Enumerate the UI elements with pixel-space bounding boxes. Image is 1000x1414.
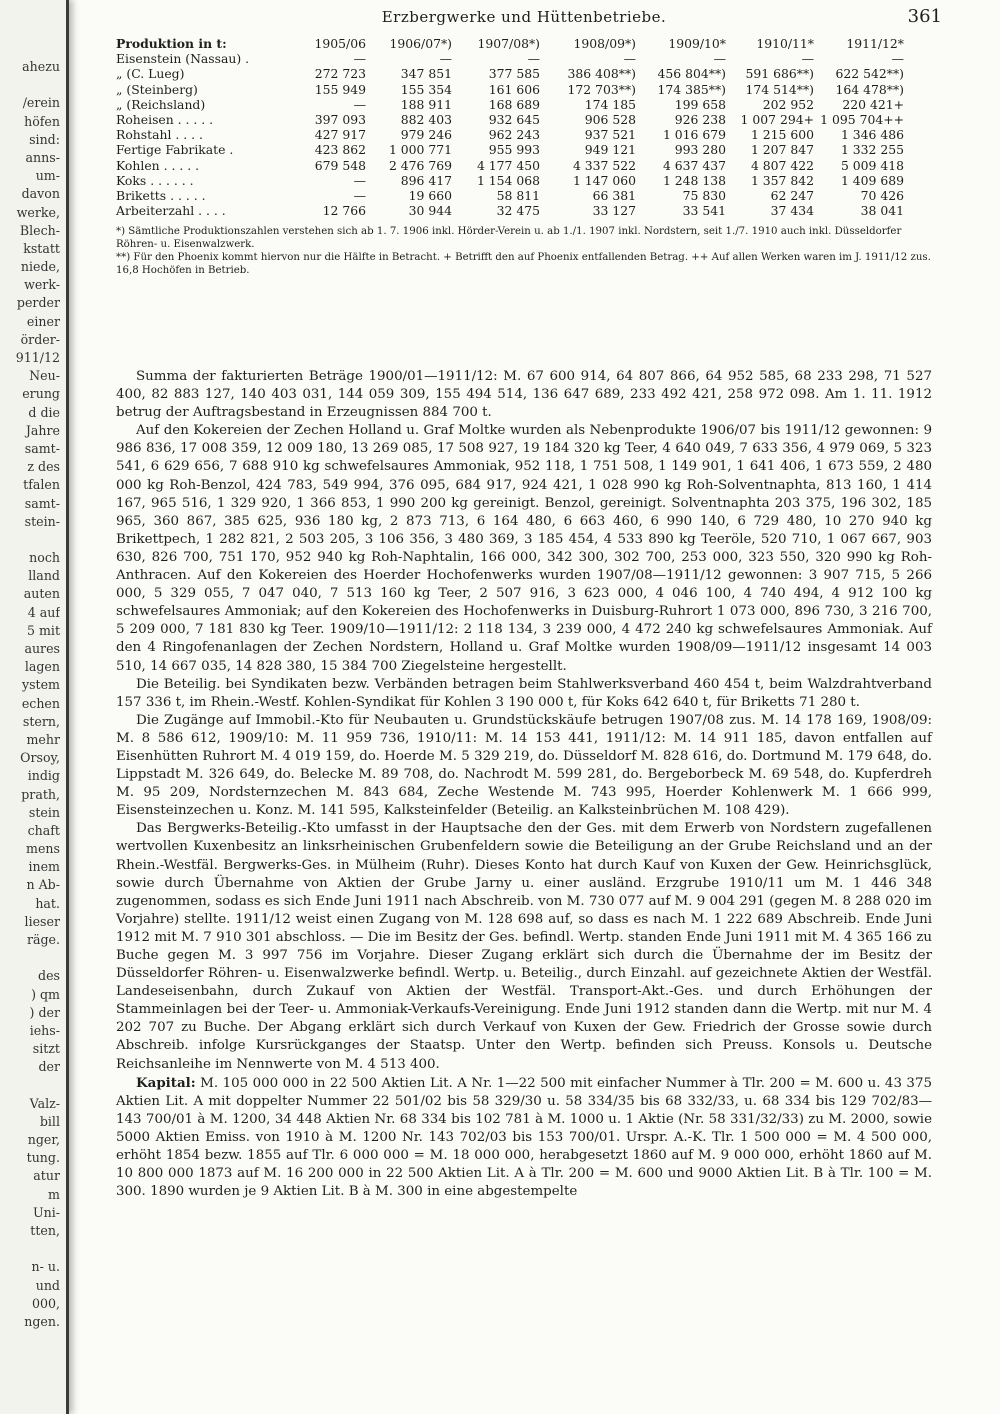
body-text bbox=[116, 368, 932, 1201]
table-cell: 5 009 418 bbox=[840, 157, 904, 173]
table-cell: 906 528 bbox=[584, 112, 636, 128]
paragraph-zugaenge: Die Zugänge auf Immobil.-Kto für Neubauten u. Grundstückskäufe betrugen 1907/08 zus. M. 14 178 169, 1908/09: M. 8 586 612, 1909/10: M. 11 959 736, 1910/11: M. 14 153 441, 1911/12: M. 14 911 185, davon entfallen auf Eisenhütten Ruhrort M. 4 019 159, do. Hoerde M. 5 329 219, do. Düsseldorf M. 828 616, do. Dortmund M. 179 648, do. Lippstadt M. 326 649, do. Belecke M. 89 708, do. Nachrodt M. 599 281, do. Bergeborbeck M. 69 548, do. Kupferdreh M. 95 209, Nordsternzechen M. 843 684, Zeche Westende M. 743 995, Hoerder Kohlenwerk M. 1 666 999, Eisensteinzechen u. Konz. M. 141 595, Kalksteinfelder (Beteilig. an Kalksteinbrüchen M. 108 429). bbox=[116, 712, 932, 819]
table-cell: 172 703**) bbox=[567, 81, 636, 97]
table-cell: 188 911 bbox=[400, 96, 452, 112]
gutter-line: d die bbox=[28, 404, 60, 420]
table-cell: 937 521 bbox=[584, 127, 636, 143]
table-cell: 155 354 bbox=[400, 81, 452, 97]
gutter-line: stern, bbox=[22, 713, 60, 729]
table-cell: 1 095 704++ bbox=[820, 112, 904, 128]
gutter-line: stein bbox=[28, 804, 60, 820]
table-cell: 622 542**) bbox=[835, 66, 904, 82]
paragraph-bergwerks-beteilig: Das Bergwerks-Beteilig.-Kto umfasst in der Hauptsache den der Ges. mit dem Erwerb von Nordstern zugefallenen wertvollen Kuxenbesitz an linksrheinischen Grubenfeldern sowie die Beteiligung an der Grube Reichsland und an der Rhein.-Westfäl. Bergwerks-Ges. in Mülheim (Ruhr). Dieses Konto hat durch Kauf von Kuxen der Gew. Heinrichsglück, sowie durch Übernahme von Aktien der Grube Jarny u. einer ausländ. Erzgrube 1910/11 um M. 1 446 348 zugenommen, sodass es sich Ende Juni 1911 nach Abschreib. von M. 730 077 auf M. 9 004 291 (gegen M. 8 288 020 im Vorjahre) stellte. 1911/12 weist einen Zugang von M. 128 698 auf, so dass es nach M. 1 222 689 Abschreib. Ende Juni 1912 mit M. 7 910 301 abschloss. — Die im Besitz der Ges. befindl. Wertp. standen Ende Juni 1911 mit M. 4 365 166 zu Buche gegen M. 3 997 756 im Vorjahre. Dieser Zugang erklärt sich durch die Übernahme der im Besitz der Düsseldorfer Röhren- u. Eisenwalzwerke befindl. Wertp. u. Beteilig., durch Einzahl. auf gezeichnete Aktien der Westfäl. Landeseisenbahn, durch Zukauf von Aktien der Westfäl. Transport-Akt.-Ges. und durch Erhöhungen der Stammeinlagen bei der Teer- u. Ammoniak-Verkaufs-Vereinigung. Ende Juni 1912 standen dann die Wertp. mit nur M. 4 202 707 zu Buche. Der Abgang erklärt sich durch Verkauf von Kuxen der Gew. Friedrich der Grosse sowie durch Abschreib. infolge Kursrückganges der Staatsp. Unter den Wertp. befinden sich Preuss. Konsols u. Deutsche Reichsanleihe im Nennwerte von M. 4 513 400. bbox=[116, 821, 932, 1072]
gutter-line: n Ab- bbox=[26, 877, 60, 893]
table-cell: 19 660 bbox=[408, 188, 452, 204]
gutter-line: 5 mit bbox=[26, 622, 60, 638]
row-label: „ (Reichsland) bbox=[116, 96, 206, 112]
table-cell: 33 127 bbox=[592, 203, 636, 219]
gutter-line: ) qm bbox=[31, 986, 60, 1002]
table-cell: 199 658 bbox=[674, 96, 726, 112]
table-cell: 423 862 bbox=[314, 142, 366, 158]
table-cell: 932 645 bbox=[488, 112, 540, 128]
gutter-line: echen bbox=[21, 695, 60, 711]
table-cell: — bbox=[801, 51, 814, 67]
column-header: 1907/08*) bbox=[477, 36, 540, 51]
table-cell: 220 421+ bbox=[842, 96, 904, 112]
table-row bbox=[116, 173, 904, 188]
column-header: 1910/11* bbox=[756, 36, 814, 51]
table-cell: 32 475 bbox=[496, 203, 540, 219]
gutter-line: m bbox=[48, 1186, 60, 1202]
gutter-line: des bbox=[38, 968, 60, 984]
table-cell: 427 917 bbox=[314, 127, 366, 143]
gutter-line: n- u. bbox=[31, 1259, 60, 1275]
gutter-line: höfen bbox=[24, 113, 60, 129]
table-cell: 1 154 068 bbox=[476, 172, 540, 188]
gutter-line bbox=[2, 76, 60, 94]
gutter-line: einer bbox=[26, 313, 60, 329]
table-cell: — bbox=[439, 51, 452, 67]
production-table bbox=[116, 36, 904, 218]
gutter-line: hat. bbox=[35, 895, 60, 911]
table-cell: 161 606 bbox=[488, 81, 540, 97]
table-cell: 202 952 bbox=[762, 96, 814, 112]
gutter-line bbox=[2, 1240, 60, 1258]
table-cell: 955 993 bbox=[488, 142, 540, 158]
row-label: „ (C. Lueg) bbox=[116, 66, 185, 82]
gutter-line: Neu- bbox=[29, 368, 60, 384]
table-cell: 155 949 bbox=[314, 81, 366, 97]
gutter-line: mens bbox=[26, 841, 60, 857]
gutter-line: 911/12 bbox=[15, 350, 60, 365]
gutter-line: nger, bbox=[27, 1132, 60, 1148]
gutter-line: inem bbox=[28, 859, 60, 875]
footnote-2: **) Für den Phoenix kommt hiervon nur die Hälfte in Betracht. + Betrifft den auf Phoenix entfallenden Betrag. ++ Auf allen Werken waren im J. 1911/12 zus. 16,8 Hochöfen in Betrieb. bbox=[116, 252, 931, 276]
table-cell: — bbox=[353, 51, 366, 67]
row-label: Roheisen . . . . . bbox=[116, 112, 214, 128]
table-cell: 174 385**) bbox=[657, 81, 726, 97]
gutter-line: Jahre bbox=[25, 422, 60, 438]
table-cell: 1 332 255 bbox=[840, 142, 904, 158]
table-row bbox=[116, 158, 904, 173]
table-row bbox=[116, 142, 904, 157]
gutter-line: bill bbox=[39, 1113, 60, 1129]
table-row bbox=[116, 188, 904, 203]
table-cell: 4 637 437 bbox=[662, 157, 726, 173]
paragraph-summa: Summa der fakturierten Beträge 1900/01—1911/12: M. 67 600 914, 64 807 866, 64 952 585, 68 233 298, 71 527 400, 82 883 127, 140 403 031, 144 059 309, 155 494 514, 136 647 689, 233 492 421, 258 972 098. Am 1. 11. 1912 betrug der Auftragsbestand in Erzeugnissen 884 700 t. bbox=[116, 369, 932, 421]
gutter-line: kstatt bbox=[23, 240, 60, 256]
gutter-line: z des bbox=[27, 459, 60, 475]
gutter-line: räge. bbox=[26, 932, 60, 947]
paragraph-nebenprodukte: Auf den Kokereien der Zechen Holland u. Graf Moltke wurden als Nebenprodukte 1906/07 bis 1911/12 gewonnen: 9 986 836, 17 008 359, 12 009 180, 13 269 085, 17 508 927, 19 184 320 kg Teer, 4 640 049, 7 633 356, 4 979 069, 5 323 541, 6 629 656, 7 688 910 kg schwefelsaures Ammoniak, 952 118, 1 751 508, 1 149 901, 1 641 406, 1 673 559, 2 480 000 kg Roh-Benzol, 424 783, 549 994, 376 095, 684 917, 924 421, 1 028 990 kg Roh-Solventnaphta, 813 160, 1 414 167, 965 516, 1 329 920, 1 366 853, 1 990 200 kg gereinigt. Benzol, gereinigt. Solventnaphta 203 375, 196 302, 185 965, 360 867, 385 625, 936 180 kg, 2 873 713, 6 164 480, 6 663 460, 6 990 140, 6 729 480, 10 270 940 kg Brikettpech, 1 282 821, 2 503 205, 3 106 356, 3 480 369, 3 185 454, 4 533 890 kg Teeröle, 520 710, 1 067 667, 903 630, 826 700, 751 170, 952 940 kg Roh-Naphtalin, 166 000, 342 300, 302 700, 253 000, 323 550, 320 990 kg Roh-Anthracen. Auf den Kokereien des Hoerder Hochofenwerks wurden 1907/08—1911/12 gewonnen: 3 907 715, 5 266 000, 5 329 055, 7 047 040, 7 513 160 kg Teer, 2 507 916, 3 623 000, 4 046 100, 4 740 494, 4 912 100 kg schwefelsaures Ammoniak; auf den Kokereien des Hochofenwerks in Duisburg-Ruhrort 1 073 000, 896 730, 3 216 700, 5 209 000, 7 181 830 kg Teer. 1909/10—1911/12: 2 118 134, 3 239 000, 4 472 240 kg schwefelsaures Ammoniak. Auf den 4 Ringofenanlagen der Zechen Nordstern, Holland u. Graf Moltke wurden 1908/09—1911/12 insgesamt 14 003 510, 14 667 035, 14 828 380, 15 384 700 Ziegelsteine hergestellt. bbox=[116, 423, 932, 674]
table-cell: 168 689 bbox=[488, 96, 540, 112]
gutter-line: auten bbox=[23, 586, 60, 602]
gutter-line: noch bbox=[29, 550, 60, 566]
row-label: Kohlen . . . . . bbox=[116, 157, 200, 173]
gutter-line bbox=[2, 531, 60, 549]
table-cell: 962 243 bbox=[488, 127, 540, 143]
gutter-line: sitzt bbox=[32, 1041, 60, 1057]
table-cell: 896 417 bbox=[400, 172, 452, 188]
table-cell: 70 426 bbox=[860, 188, 904, 204]
table-cell: 272 723 bbox=[314, 66, 366, 82]
gutter-line: chaft bbox=[27, 822, 60, 838]
gutter-line: ) der bbox=[29, 1004, 60, 1020]
table-cell: — bbox=[527, 51, 540, 67]
gutter-line: Valz- bbox=[29, 1095, 60, 1111]
gutter-line: Uni- bbox=[32, 1204, 60, 1220]
table-cell: 4 337 522 bbox=[572, 157, 636, 173]
running-title: Erzbergwerke und Hüttenbetriebe. bbox=[381, 8, 667, 26]
gutter-line: niede, bbox=[20, 259, 60, 275]
table-cell: 1 000 771 bbox=[388, 142, 452, 158]
column-header: 1909/10* bbox=[668, 36, 726, 51]
gutter-line: werk- bbox=[24, 277, 60, 293]
gutter-line bbox=[2, 1077, 60, 1095]
table-cell: 993 280 bbox=[674, 142, 726, 158]
column-header: 1908/09*) bbox=[573, 36, 636, 51]
gutter-line: tung. bbox=[26, 1150, 60, 1166]
gutter-line: mehr bbox=[26, 731, 60, 747]
table-row bbox=[116, 203, 904, 218]
gutter-line: atur bbox=[33, 1168, 60, 1184]
table-cell: — bbox=[713, 51, 726, 67]
column-header: 1905/06 bbox=[314, 36, 366, 51]
table-cell: 164 478**) bbox=[835, 81, 904, 97]
paragraph-beteilig: Die Beteilig. bei Syndikaten bezw. Verbänden betragen beim Stahlwerksverband 460 454 t, beim Walzdrahtverband 157 336 t, im Rhein.-Westf. Kohlen-Syndikat für Kohlen 3 190 000 t, für Koks 642 640 t, für Briketts 71 280 t. bbox=[116, 676, 932, 710]
table-cell: — bbox=[353, 96, 366, 112]
table-cell: 30 944 bbox=[408, 203, 452, 219]
running-header bbox=[116, 6, 942, 32]
table-cell: 37 434 bbox=[770, 203, 814, 219]
table-label-header: Produktion in t: bbox=[116, 36, 227, 51]
table-header-row bbox=[116, 36, 904, 51]
gutter-line: tten, bbox=[30, 1223, 60, 1238]
gutter-line: perder bbox=[16, 295, 60, 311]
gutter-line: anns- bbox=[25, 149, 60, 165]
table-row bbox=[116, 51, 904, 66]
column-header: 1906/07*) bbox=[389, 36, 452, 51]
table-cell: 12 766 bbox=[322, 203, 366, 219]
row-label: Eisenstein (Nassau) . bbox=[116, 51, 250, 67]
gutter-line bbox=[2, 949, 60, 967]
gutter-line: iehs- bbox=[29, 1022, 60, 1038]
gutter-line: indig bbox=[27, 768, 60, 784]
row-label: Arbeiterzahl . . . . bbox=[116, 203, 226, 219]
table-cell: 38 041 bbox=[860, 203, 904, 219]
gutter-line: erung bbox=[22, 386, 60, 402]
table-cell: 66 381 bbox=[592, 188, 636, 204]
gutter-line: Blech- bbox=[19, 222, 60, 238]
table-row bbox=[116, 97, 904, 112]
table-cell: 377 585 bbox=[488, 66, 540, 82]
row-label: „ (Steinberg) bbox=[116, 81, 198, 97]
row-label: Koks . . . . . . bbox=[116, 172, 194, 188]
table-cell: 949 121 bbox=[584, 142, 636, 158]
gutter-line: samt- bbox=[24, 440, 60, 456]
table-cell: 2 476 769 bbox=[388, 157, 452, 173]
gutter-line: um- bbox=[35, 168, 60, 184]
table-cell: 4 177 450 bbox=[476, 157, 540, 173]
gutter-line: ngen. bbox=[24, 1313, 60, 1329]
table-cell: 1 357 842 bbox=[750, 172, 814, 188]
gutter-line: prath, bbox=[21, 786, 60, 802]
gutter-line: Orsoy, bbox=[20, 750, 60, 766]
gutter-line: aures bbox=[24, 641, 60, 656]
table-cell: 1 207 847 bbox=[750, 142, 814, 158]
gutter-line: samt- bbox=[24, 495, 60, 511]
table-cell: 4 807 422 bbox=[750, 157, 814, 173]
table-row bbox=[116, 66, 904, 81]
page-number: 361 bbox=[907, 6, 942, 27]
table-cell: 386 408**) bbox=[567, 66, 636, 82]
gutter-text-column bbox=[2, 58, 60, 1331]
table-cell: 62 247 bbox=[770, 188, 814, 204]
gutter-line: örder- bbox=[20, 331, 60, 347]
row-label: Briketts . . . . . bbox=[116, 188, 206, 204]
gutter-line: sind: bbox=[29, 131, 60, 147]
gutter-line: werke, bbox=[16, 204, 60, 220]
table-cell: 174 185 bbox=[584, 96, 636, 112]
table-cell: 591 686**) bbox=[745, 66, 814, 82]
table-cell: — bbox=[353, 172, 366, 188]
table-row bbox=[116, 127, 904, 142]
column-header: 1911/12* bbox=[846, 36, 904, 51]
table-cell: 75 830 bbox=[682, 188, 726, 204]
gutter-line: /erein bbox=[22, 95, 60, 111]
table-cell: 926 238 bbox=[674, 112, 726, 128]
gutter-line: lland bbox=[28, 568, 60, 584]
table-cell: 679 548 bbox=[314, 157, 366, 173]
table-cell: 1 007 294+ bbox=[740, 112, 814, 128]
table-cell: 33 541 bbox=[682, 203, 726, 219]
table-cell: — bbox=[353, 188, 366, 204]
table-cell: 1 346 486 bbox=[840, 127, 904, 143]
gutter-line: 4 auf bbox=[27, 604, 60, 620]
footnote-1: *) Sämtliche Produktionszahlen verstehen sich ab 1. 7. 1906 inkl. Hörder-Verein u. ab 1./1. 1907 inkl. Nordstern, seit 1./7. 1910 auch inkl. Düsseldorfer Röhren- u. Eisenwalzwerk. bbox=[116, 226, 902, 250]
table-cell: 58 811 bbox=[496, 188, 540, 204]
gutter-line: der bbox=[38, 1059, 60, 1075]
row-label: Rohstahl . . . . bbox=[116, 127, 203, 143]
gutter-line: ystem bbox=[21, 677, 60, 693]
table-cell: 174 514**) bbox=[745, 81, 814, 97]
table-cell: — bbox=[891, 51, 904, 67]
gutter-line: 000, bbox=[31, 1295, 60, 1311]
table-cell: — bbox=[623, 51, 636, 67]
previous-page-edge bbox=[0, 0, 69, 1414]
gutter-line: tfalen bbox=[23, 477, 60, 493]
gutter-line: und bbox=[35, 1277, 60, 1293]
table-cell: 1 016 679 bbox=[662, 127, 726, 143]
table-cell: 347 851 bbox=[400, 66, 452, 82]
table-cell: 1 215 600 bbox=[750, 127, 814, 143]
table-cell: 1 147 060 bbox=[572, 172, 636, 188]
table-cell: 882 403 bbox=[400, 112, 452, 128]
kapital-text: M. 105 000 000 in 22 500 Aktien Lit. A Nr. 1—22 500 mit einfacher Nummer à Tlr. 200 = M. 600 u. 43 375 Aktien Lit. A mit doppelter Nummer 22 501/02 bis 58 329/30 u. 58 334/35 bis 68 332/33, u. 68 334 bis 129 702/83—143 700/01 à M. 1200, 34 448 Aktien Nr. 68 334 bis 102 781 à M. 1000 u. 1 Aktie (Nr. 58 331/32/33) zu M. 2000, sowie 5000 Aktien Emiss. von 1910 à M. 1200 Nr. 143 702/03 bis 153 700/01. Urspr. A.-K. Tlr. 1 500 000 = M. 4 500 000, erhöht 1854 bezw. 1855 auf Tlr. 6 000 000 = M. 18 000 000, herabgesetzt 1860 auf M. 9 000 000, erhöht 1860 auf M. 10 800 000 1873 auf M. 16 200 000 in 22 500 Aktien Lit. A à Tlr. 200 = M. 600 und 9000 Aktien Lit. B à Tlr. 100 = M. 300. 1890 wurden je 9 Aktien Lit. B à M. 300 in eine abgestempelte bbox=[116, 1075, 932, 1200]
gutter-line: davon bbox=[21, 186, 60, 202]
table-cell: 1 248 138 bbox=[662, 172, 726, 188]
table-row bbox=[116, 82, 904, 97]
table-cell: 1 409 689 bbox=[840, 172, 904, 188]
gutter-line: ahezu bbox=[22, 59, 60, 74]
table-cell: 979 246 bbox=[400, 127, 452, 143]
table-row bbox=[116, 112, 904, 127]
gutter-line: stein- bbox=[24, 513, 60, 529]
table-cell: 456 804**) bbox=[657, 66, 726, 82]
paragraph-kapital bbox=[116, 1074, 932, 1202]
row-label: Fertige Fabrikate . bbox=[116, 142, 234, 158]
table-cell: 397 093 bbox=[314, 112, 366, 128]
gutter-line: lagen bbox=[24, 659, 60, 675]
gutter-line: lieser bbox=[24, 913, 60, 929]
kapital-label: Kapital: bbox=[136, 1074, 196, 1091]
